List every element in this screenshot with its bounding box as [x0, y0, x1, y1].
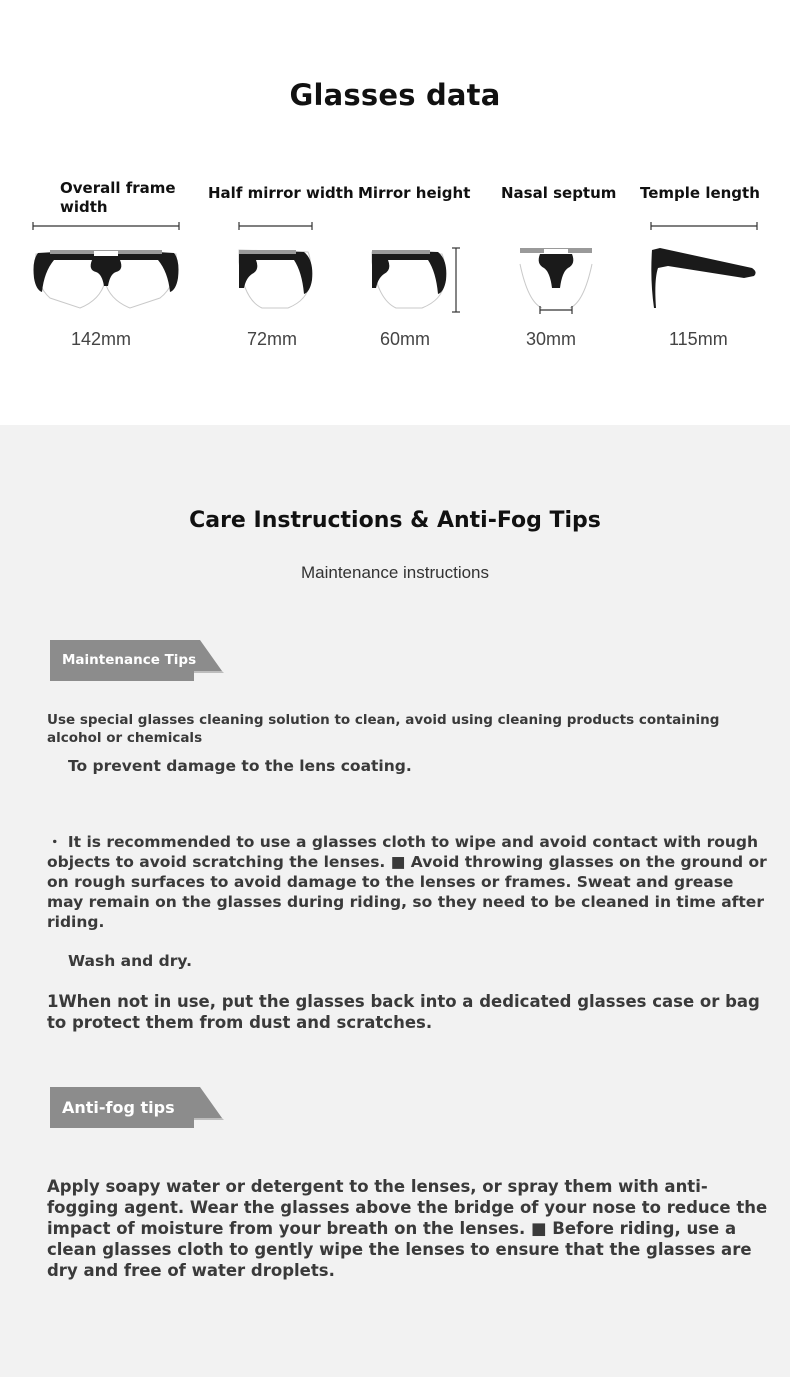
glasses-data-title: Glasses data [289, 78, 501, 112]
mirror-height-glasses-icon [370, 244, 465, 316]
full-frame-glasses-icon [30, 220, 182, 315]
spec-value-half-mirror-width: 72mm [247, 329, 298, 349]
spec-value-mirror-height: 60mm [380, 329, 431, 349]
maintenance-text-4: Wash and dry. [68, 952, 192, 970]
maintenance-text-2: To prevent damage to the lens coating. [68, 757, 412, 775]
nasal-septum-glasses-icon [518, 244, 594, 318]
spec-label-half-mirror-width: Half mirror width [208, 184, 354, 202]
maintenance-text-3: ・ It is recommended to use a glasses cloth to wipe and avoid contact with rough objects to avoid scratching the lenses. ■ Avoid throwing glasses on the ground or on rough surfaces to avoid damage to the lenses or frames. Sweat and grease may remain on the glasses during riding, so they need to be cleaned in time after riding. [47, 833, 767, 931]
half-frame-glasses-icon [236, 220, 316, 315]
care-subtitle: Maintenance instructions [300, 563, 490, 582]
spec-label-temple-length: Temple length [640, 184, 760, 202]
care-title: Care Instructions & Anti-Fog Tips [189, 508, 601, 533]
spec-value-overall-frame-width: 142mm [71, 329, 132, 349]
spec-value-temple-length: 115mm [669, 329, 728, 349]
anti-fog-tips-label: Anti-fog tips [62, 1098, 175, 1117]
maintenance-tips-label: Maintenance Tips [62, 652, 197, 668]
temple-arm-icon [648, 220, 760, 315]
maintenance-text-5: 1When not in use, put the glasses back into a dedicated glasses case or bag to protect them from dust and scratches. [47, 992, 760, 1032]
spec-value-nasal-septum: 30mm [526, 329, 577, 349]
spec-label-overall-frame-width: Overall frame width [60, 179, 176, 216]
spec-label-mirror-height: Mirror height [358, 184, 471, 202]
spec-label-nasal-septum: Nasal septum [501, 184, 617, 202]
maintenance-text-1: Use special glasses cleaning solution to clean, avoid using cleaning products containing alcohol or chemicals [47, 712, 720, 746]
anti-fog-text: Apply soapy water or detergent to the lenses, or spray them with anti-fogging agent. Wear the glasses above the bridge of your nose to reduce the impact of moisture from your breath on the lenses. ■ Before riding, use a clean glasses cloth to gently wipe the lenses to ensure that the glasses are dry and free of water droplets. [47, 1177, 768, 1280]
